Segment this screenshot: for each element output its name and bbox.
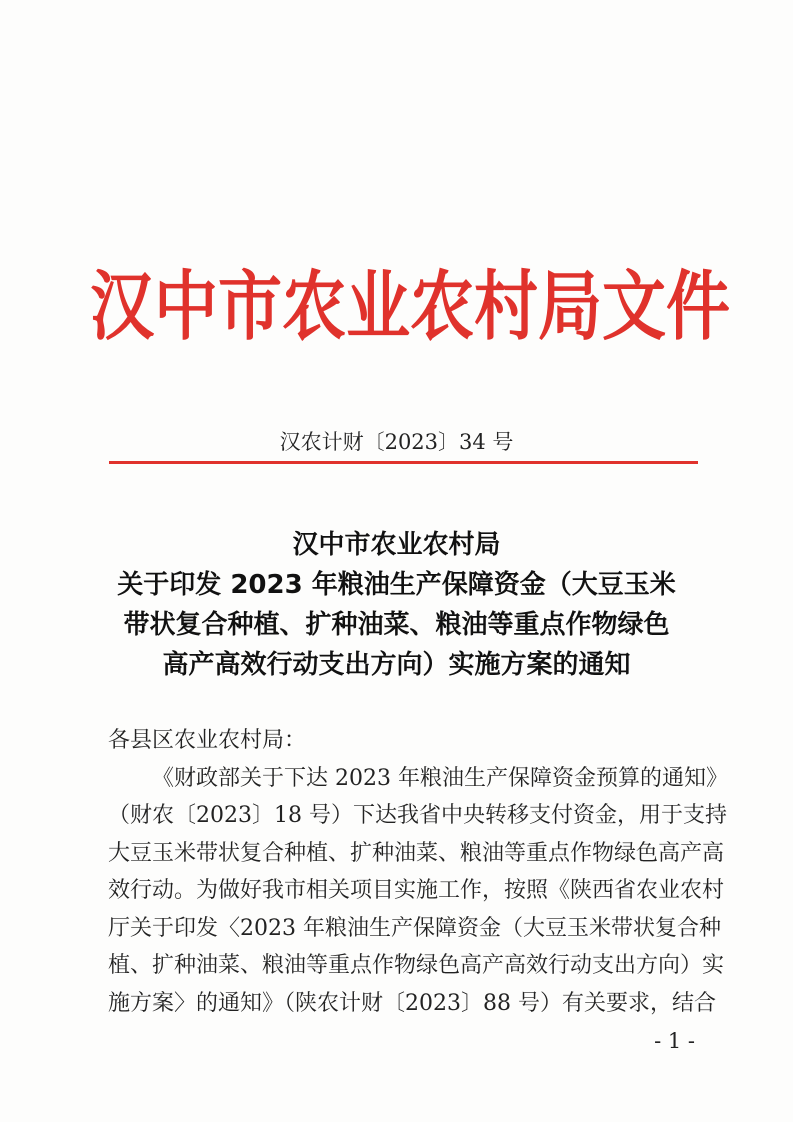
- title-line: 关于印发 2023 年粮油生产保障资金（大豆玉米: [117, 570, 676, 600]
- salutation: 各县区农业农村局：: [108, 728, 307, 753]
- document-body: [108, 722, 728, 1022]
- body-line: （财农〔2023〕18 号）下达我省中央转移支付资金，用于支持: [108, 803, 727, 828]
- page-number: - 1 -: [654, 1029, 695, 1053]
- body-line: 植、扩种油菜、粮油等重点作物绿色高产高效行动支出方向）实: [108, 953, 725, 978]
- body-line: 施方案〉的通知》（陕农计财〔2023〕88 号）有关要求，结合: [108, 990, 716, 1016]
- document-number: 汉农计财〔2023〕34 号: [279, 430, 514, 454]
- document-masthead: 汉中市农业农村局文件: [90, 262, 730, 352]
- body-line: 《财政部关于下达 2023 年粮油生产保障资金预算的通知》: [152, 765, 728, 791]
- document-title: [80, 525, 713, 685]
- body-line: 大豆玉米带状复合种植、扩种油菜、粮油等重点作物绿色高产高: [108, 840, 725, 866]
- masthead-red-rule: [109, 461, 698, 464]
- title-line: 汉中市农业农村局: [292, 530, 501, 560]
- title-line: 高产高效行动支出方向）实施方案的通知: [162, 650, 631, 680]
- body-line: 厅关于印发〈2023 年粮油生产保障资金（大豆玉米带状复合种: [108, 915, 721, 941]
- body-line: 效行动。为做好我市相关项目实施工作，按照《陕西省农业农村: [108, 878, 725, 903]
- title-line: 带状复合种植、扩种油菜、粮油等重点作物绿色: [123, 610, 670, 640]
